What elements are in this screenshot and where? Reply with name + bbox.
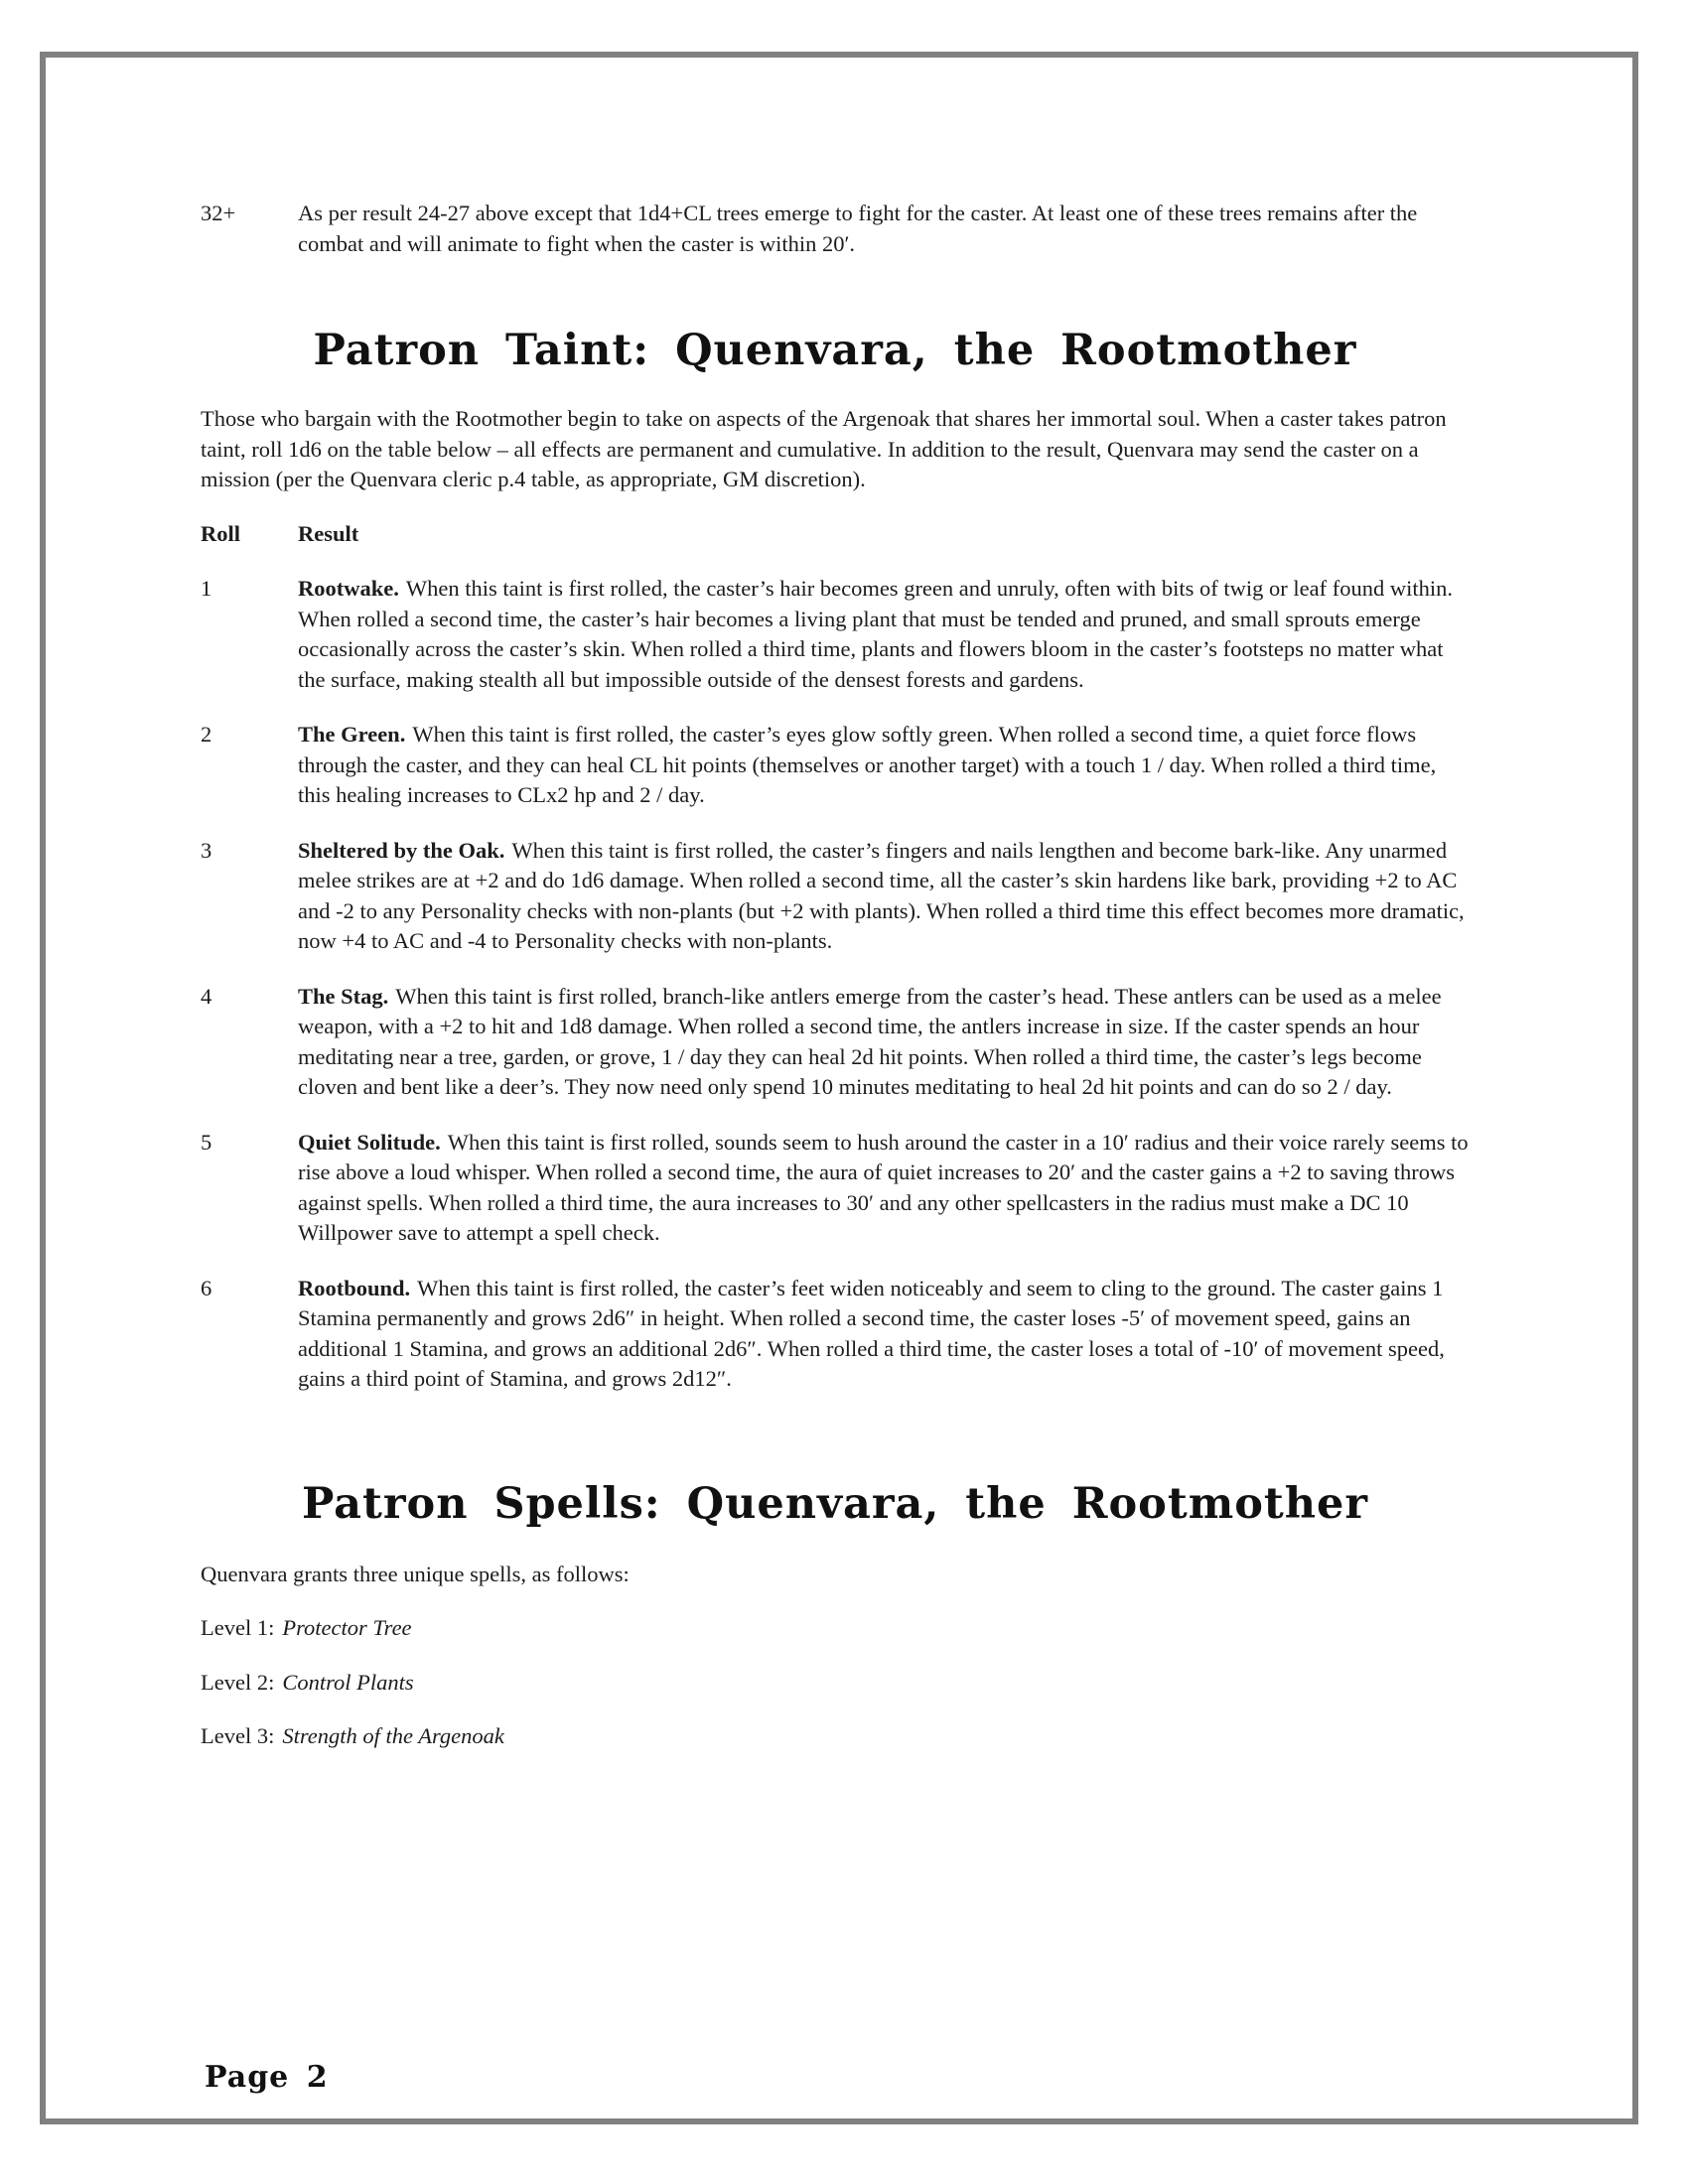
spell-level-2	[201, 1668, 1470, 1699]
table-row	[201, 574, 1470, 695]
spell-name: Protector Tree	[282, 1615, 412, 1640]
spell-name: Control Plants	[282, 1669, 414, 1695]
roll-value: 3	[201, 837, 212, 863]
taint-description: When this taint is first rolled, sounds seem to hush around the caster in a 10′ radius and their voice rarely seems to rise above a loud whisper. When rolled a second time, the aura of quiet increases to 20′ and the caster gains a +2 to saving throws against spells. When rolled a third time, the aura increases to 30′ and any other spellcasters in the radius must make a DC 10 Willpower save to attempt a spell check.	[298, 1129, 1469, 1245]
table-row	[201, 1274, 1470, 1395]
roll-column-header: Roll	[201, 520, 241, 546]
roll-value: 4	[201, 983, 212, 1009]
taint-name: The Green.	[298, 722, 406, 747]
spell-level-1	[201, 1613, 1470, 1644]
taint-table-header	[201, 519, 1470, 550]
roll-value: 6	[201, 1275, 212, 1300]
taint-description: When this taint is first rolled, the caster’s feet widen noticeably and seem to cling to the ground. The caster gains 1 Stamina permanently and grows 2d6″ in height. When rolled a second time, the caster loses -5′ of movement speed, gains an additional 1 Stamina, and grows an additional 2d6″. When rolled a third time, the caster loses a total of -10′ of movement speed, gains a third point of Stamina, and grows 2d12″.	[298, 1275, 1445, 1391]
roll-value: 2	[201, 722, 212, 747]
roll-value: 32+	[201, 201, 236, 225]
table-row	[201, 982, 1470, 1103]
taint-name: Quiet Solitude.	[298, 1129, 441, 1155]
table-row	[201, 836, 1470, 957]
taint-description: When this taint is first rolled, the caster’s hair becomes green and unruly, often with bits of twig or leaf found within. When rolled a second time, the caster’s hair becomes a living plant that must be tended and pruned, and small sprouts emerge occasionally across the caster’s skin. When rolled a third time, plants and flowers bloom in the caster’s footsteps no matter what the surface, making stealth all but impossible outside of the densest forests and gardens.	[298, 576, 1453, 692]
result-text	[298, 720, 1470, 811]
result-column-header: Result	[298, 520, 359, 546]
spell-level-3	[201, 1721, 1470, 1752]
taint-description: When this taint is first rolled, branch-like antlers emerge from the caster’s head. These antlers can be used as a melee weapon, with a +2 to hit and 1d8 damage. When rolled a second time, the antlers increase in size. If the caster spends an hour meditating near a tree, garden, or grove, 1 / day they can heal 2d hit points. When rolled a third time, the caster’s legs become cloven and bent like a deer’s. They now need only spend 10 minutes meditating to heal 2d hit points and can do so 2 / day.	[298, 983, 1442, 1099]
table-row-32plus	[201, 199, 1470, 259]
spell-level-label: Level 2:	[201, 1669, 275, 1695]
spell-name: Strength of the Argenoak	[282, 1723, 504, 1748]
page-border	[40, 52, 1638, 2124]
patron-spells-heading: Patron Spells: Quenvara, the Rootmother	[301, 1478, 1369, 1529]
roll-value: 1	[201, 576, 212, 601]
result-text	[298, 1128, 1470, 1249]
result-text	[298, 574, 1470, 695]
taint-name: Rootbound.	[298, 1275, 411, 1300]
taint-name: Rootwake.	[298, 576, 399, 601]
table-row	[201, 1128, 1470, 1249]
taint-description: When this taint is first rolled, the caster’s fingers and nails lengthen and become bark-like. Any unarmed melee strikes are at +2 and do 1d6 damage. When rolled a second time, all the caster’s skin hardens like bark, providing +2 to AC and -2 to any Personality checks with non-plants (but +2 with plants). When rolled a third time this effect becomes more dramatic, now +4 to AC and -4 to Personality checks with non-plants.	[298, 837, 1465, 953]
result-text	[298, 836, 1470, 957]
page-content	[46, 58, 1632, 2118]
result-text	[298, 1274, 1470, 1395]
patron-taint-heading: Patron Taint: Quenvara, the Rootmother	[313, 326, 1357, 375]
taint-name: The Stag.	[298, 983, 389, 1009]
spell-level-label: Level 3:	[201, 1723, 275, 1748]
result-text	[298, 982, 1470, 1103]
spells-intro-paragraph: Quenvara grants three unique spells, as follows:	[201, 1561, 630, 1586]
taint-description: When this taint is first rolled, the caster’s eyes glow softly green. When rolled a second time, a quiet force flows through the caster, and they can heal CL hit points (themselves or another target) with a touch 1 / day. When rolled a third time, this healing increases to CLx2 hp and 2 / day.	[298, 722, 1437, 807]
spell-level-label: Level 1:	[201, 1615, 275, 1640]
taint-name: Sheltered by the Oak.	[298, 837, 505, 863]
taint-intro-paragraph: Those who bargain with the Rootmother begin to take on aspects of the Argenoak that shares her immortal soul. When a caster takes patron taint, roll 1d6 on the table below – all effects are permanent and cumulative. In addition to the result, Quenvara may send the caster on a mission (per the Quenvara cleric p.4 table, as appropriate, GM discretion).	[201, 406, 1447, 491]
page-number: Page 2	[205, 2059, 329, 2095]
result-text: As per result 24-27 above except that 1d4+CL trees emerge to fight for the caster. At least one of these trees remains after the combat and will animate to fight when the caster is within 20′.	[298, 201, 1418, 256]
roll-value: 5	[201, 1129, 212, 1155]
table-row	[201, 720, 1470, 811]
